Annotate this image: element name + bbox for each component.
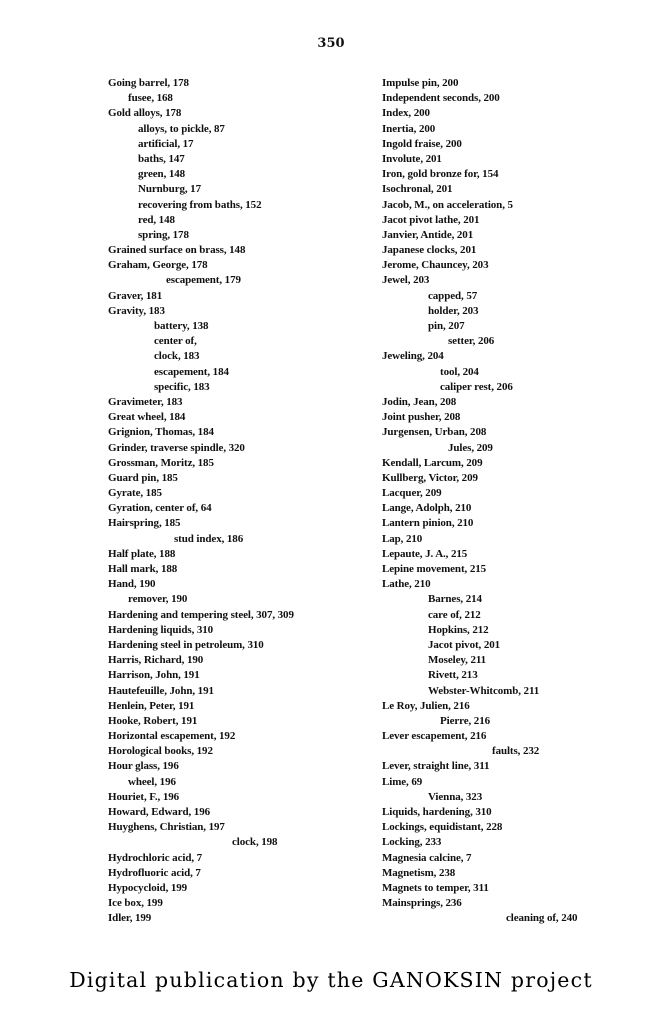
index-entry: Lepine movement, 215 (382, 563, 487, 575)
index-entry: specific, 183 (154, 380, 210, 393)
index-entry: Lepaute, J. A., 215 (382, 547, 468, 560)
index-entry: Grignion, Thomas, 184 (108, 426, 214, 439)
index-entry: Jeweling, 204 (382, 350, 444, 363)
index-entry: tool, 204 (440, 365, 479, 378)
index-entry: Hand, 190 (108, 578, 156, 591)
index-entry: Lap, 210 (382, 532, 423, 545)
index-entry: wheel, 196 (128, 775, 176, 788)
index-entry: Isochronal, 201 (382, 183, 453, 196)
index-entry: Jacot pivot lathe, 201 (382, 213, 480, 226)
index-entry: Rivett, 213 (428, 669, 478, 682)
index-entry: care of, 212 (428, 608, 481, 621)
index-entry: Locking, 233 (382, 836, 442, 849)
index-entry: holder, 203 (428, 304, 479, 317)
index-entry: Lange, Adolph, 210 (382, 502, 472, 515)
index-entry: Grinder, traverse spindle, 320 (108, 441, 245, 454)
index-entry: Half plate, 188 (108, 547, 176, 560)
index-entry: Hooke, Robert, 191 (108, 714, 198, 727)
index-entry: Jacob, M., on acceleration, 5 (382, 198, 513, 211)
index-entry: cleaning of, 240 (506, 912, 578, 925)
index-entry: Hydrofluoric acid, 7 (108, 866, 201, 879)
index-entry: Jacot pivot, 201 (428, 638, 501, 651)
index-entry: Gravity, 183 (108, 304, 165, 317)
index-entry: Huyghens, Christian, 197 (108, 821, 225, 834)
index-entry: clock, 198 (232, 836, 278, 849)
index-entry: Harris, Richard, 190 (108, 654, 204, 667)
index-entry: faults, 232 (492, 745, 540, 758)
index-entry: Graham, George, 178 (108, 259, 208, 272)
index-entry: Jewel, 203 (382, 274, 430, 287)
index-entry: Iron, gold bronze for, 154 (382, 168, 499, 181)
index-entry: Impulse pin, 200 (382, 77, 459, 89)
index-entry: Jules, 209 (448, 441, 493, 454)
index-entry: baths, 147 (138, 152, 185, 165)
index-entry: Gyrate, 185 (108, 487, 162, 500)
index-entry: Le Roy, Julien, 216 (382, 699, 470, 712)
index-entry: center of, (154, 335, 197, 348)
index-entry: Joint pusher, 208 (382, 411, 461, 424)
index-entry: stud index, 186 (174, 532, 244, 545)
index-entry: Liquids, hardening, 310 (382, 806, 492, 818)
index-entry: Hardening liquids, 310 (108, 623, 214, 636)
index-entry: Japanese clocks, 201 (382, 244, 477, 257)
index-entry: Hairspring, 185 (108, 517, 181, 530)
index-entry: Henlein, Peter, 191 (108, 699, 195, 712)
index-entry: Great wheel, 184 (108, 411, 186, 424)
index-entry: Lever, straight line, 311 (382, 760, 490, 773)
index-entry: Barnes, 214 (428, 593, 482, 606)
index-entry: Going barrel, 178 (108, 77, 189, 89)
index-entry: Jodin, Jean, 208 (382, 395, 457, 408)
index-entry: Lever escapement, 216 (382, 730, 487, 743)
index-entry: Lathe, 210 (382, 578, 431, 591)
index-entry: Magnets to temper, 311 (382, 881, 489, 894)
index-entry: Lockings, equidistant, 228 (382, 821, 503, 834)
index-entry: Independent seconds, 200 (382, 92, 500, 105)
index-entry: red, 148 (138, 213, 175, 226)
index-entry: Hardening and tempering steel, 307, 309 (108, 608, 294, 621)
index-entry: Idler, 199 (108, 912, 152, 925)
index-entry: Nurnburg, 17 (138, 183, 201, 196)
index-entry: Webster-Whitcomb, 211 (428, 684, 540, 697)
index-entry: escapement, 184 (154, 365, 229, 378)
index-entry: Hautefeuille, John, 191 (108, 684, 214, 697)
index-entry: Involute, 201 (382, 152, 442, 165)
index-entry: fusee, 168 (128, 92, 173, 105)
index-entry: Vienna, 323 (428, 790, 483, 803)
index-entry: Lantern pinion, 210 (382, 517, 474, 530)
index-entry: Hydrochloric acid, 7 (108, 851, 203, 864)
index-entry: Pierre, 216 (440, 714, 491, 727)
index-entry: Gravimeter, 183 (108, 395, 183, 408)
page-number: 350 (317, 36, 345, 51)
index-entry: Gyration, center of, 64 (108, 502, 212, 515)
index-entry: Hopkins, 212 (428, 623, 489, 636)
index-column-right (382, 76, 632, 927)
index-entry: Ingold fraise, 200 (382, 137, 462, 150)
index-entry: Howard, Edward, 196 (108, 806, 210, 818)
index-entry: Lime, 69 (382, 775, 423, 788)
index-entry: Jerome, Chauncey, 203 (382, 259, 489, 272)
index-entry: escapement, 179 (166, 274, 241, 287)
index-entry: Houriet, F., 196 (108, 790, 180, 803)
index-entry: remover, 190 (128, 593, 188, 606)
index-entry: Graver, 181 (108, 289, 163, 302)
index-entry: Harrison, John, 191 (108, 669, 200, 682)
index-column-left (108, 76, 358, 927)
index-entry: Moseley, 211 (428, 654, 487, 667)
index-entry: Hypocycloid, 199 (108, 881, 188, 894)
index-entry: Mainsprings, 236 (382, 897, 462, 910)
index-entry: Grossman, Moritz, 185 (108, 456, 214, 469)
index-entry: green, 148 (138, 168, 186, 181)
index-entry: recovering from baths, 152 (138, 198, 262, 211)
index-entry: Gold alloys, 178 (108, 107, 182, 120)
index-entry: Janvier, Antide, 201 (382, 228, 474, 241)
index-entry: Hall mark, 188 (108, 563, 178, 575)
index-entry: battery, 138 (154, 320, 209, 332)
index-entry: Hardening steel in petroleum, 310 (108, 638, 264, 651)
index-entry: Ice box, 199 (108, 897, 163, 910)
index-entry: Jurgensen, Urban, 208 (382, 426, 487, 439)
index-entry: Horizontal escapement, 192 (108, 730, 236, 743)
index-entry: Index, 200 (382, 107, 430, 120)
index-entry: pin, 207 (428, 320, 465, 332)
index-entry: Inertia, 200 (382, 122, 436, 135)
index-entry: caliper rest, 206 (440, 380, 513, 393)
index-entry: Kullberg, Victor, 209 (382, 471, 478, 484)
index-entry: spring, 178 (138, 228, 189, 241)
index-entry: alloys, to pickle, 87 (138, 122, 225, 135)
index-entry: Magnesia calcine, 7 (382, 851, 472, 864)
publication-footer: Digital publication by the GANOKSIN project (69, 968, 593, 992)
index-entry: Kendall, Larcum, 209 (382, 456, 483, 469)
index-entry: Grained surface on brass, 148 (108, 244, 246, 257)
index-entry: setter, 206 (448, 335, 495, 348)
index-entry: Hour glass, 196 (108, 760, 179, 773)
index-entry: artificial, 17 (138, 137, 194, 150)
index-entry: Horological books, 192 (108, 745, 213, 758)
index-entry: Lacquer, 209 (382, 487, 442, 500)
index-entry: Guard pin, 185 (108, 471, 178, 484)
index-entry: capped, 57 (428, 289, 478, 302)
index-entry: Magnetism, 238 (382, 866, 456, 879)
index-entry: clock, 183 (154, 350, 200, 363)
